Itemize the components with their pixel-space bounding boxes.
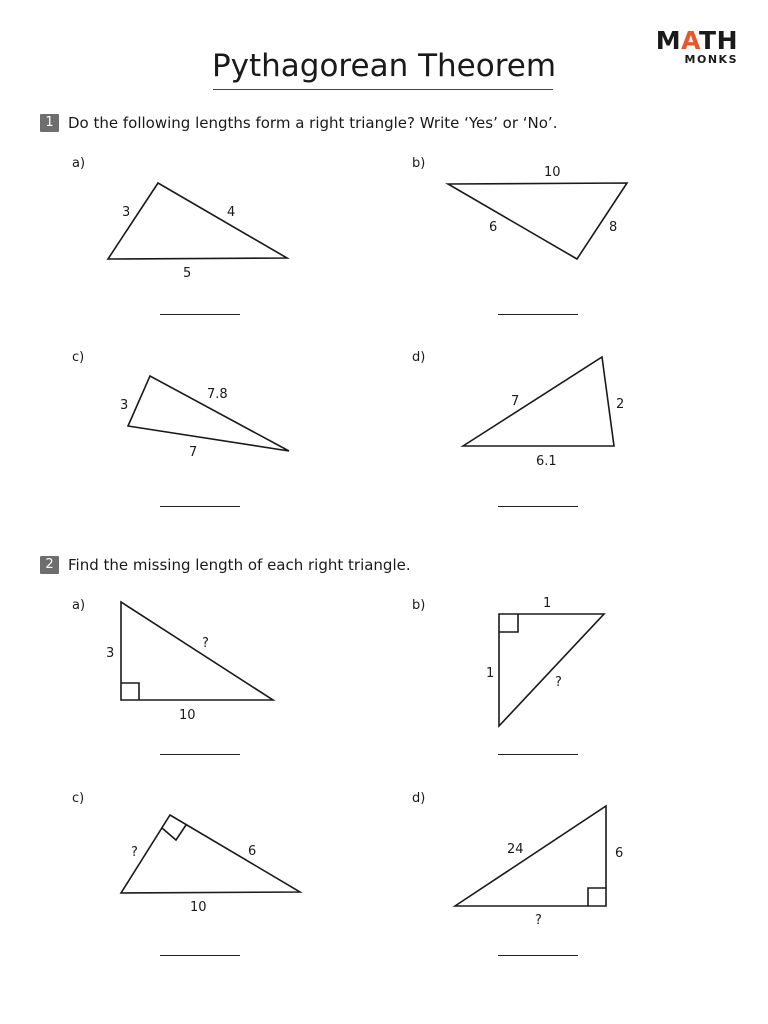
- logo-letter-m: M: [655, 26, 682, 55]
- q2-b-right-angle-mark: [499, 614, 518, 632]
- question-2-number-badge: 2: [40, 556, 59, 574]
- q1-b-side-2: 6: [489, 220, 498, 235]
- q2-a-side-1: 3: [106, 646, 115, 661]
- question-1-prompt: Do the following lengths form a right triangle? Write ‘Yes’ or ‘No’.: [68, 114, 558, 132]
- q2-d-side-2: 6: [615, 846, 624, 861]
- q2-a-right-angle-mark: [121, 683, 139, 700]
- q1-d-side-2: 2: [616, 397, 625, 412]
- question-2-prompt: Find the missing length of each right triangle.: [68, 556, 411, 574]
- q2-d-side-3: ?: [535, 913, 542, 928]
- q2-b-triangle: [499, 614, 604, 726]
- logo-subtitle: MONKS: [684, 53, 738, 66]
- q1-b-side-3: 8: [609, 220, 618, 235]
- q2-b-side-1: 1: [543, 596, 552, 611]
- q1-b-side-1: 10: [544, 165, 561, 180]
- q2-d-triangle: [455, 806, 606, 906]
- q1-part-c-label: c): [72, 350, 85, 365]
- q2-c-side-1: ?: [131, 845, 138, 860]
- q2-a-side-2: ?: [202, 636, 209, 651]
- q1-a-side-3: 5: [183, 266, 192, 281]
- q2-d-side-1: 24: [507, 842, 524, 857]
- q1-d-triangle: [463, 357, 614, 446]
- q2-part-a-label: a): [72, 598, 86, 613]
- q2-part-d-label: d): [412, 791, 426, 806]
- q1-a-side-2: 4: [227, 205, 236, 220]
- logo-letter-a-triangle: A: [681, 26, 700, 55]
- q2-d-right-angle-mark: [588, 888, 606, 906]
- q2-a-triangle: [121, 602, 273, 700]
- page-title: Pythagorean Theorem: [211, 48, 557, 84]
- q1-d-side-1: 7: [511, 394, 520, 409]
- q2-c-triangle: [121, 815, 300, 893]
- q1-c-side-2: 7.8: [207, 387, 228, 402]
- q1-a-triangle: [108, 183, 287, 259]
- logo-letters-th: TH: [699, 26, 738, 55]
- q1-part-b-label: b): [412, 156, 426, 171]
- q1-c-side-1: 3: [120, 398, 129, 413]
- q1-part-a-label: a): [72, 156, 86, 171]
- q1-b-triangle: [448, 183, 627, 259]
- q1-c-side-3: 7: [189, 445, 198, 460]
- q2-part-b-label: b): [412, 598, 426, 613]
- question-1-number-badge: 1: [40, 114, 59, 132]
- q1-d-side-3: 6.1: [536, 454, 557, 469]
- q1-part-d-label: d): [412, 350, 426, 365]
- q2-c-side-3: 10: [190, 900, 207, 915]
- q2-b-side-2: 1: [486, 666, 495, 681]
- q2-b-side-3: ?: [555, 675, 562, 690]
- q2-a-side-3: 10: [179, 708, 196, 723]
- q1-a-side-1: 3: [122, 205, 131, 220]
- q2-c-side-2: 6: [248, 844, 257, 859]
- q2-part-c-label: c): [72, 791, 85, 806]
- q2-c-right-angle-mark: [162, 825, 186, 840]
